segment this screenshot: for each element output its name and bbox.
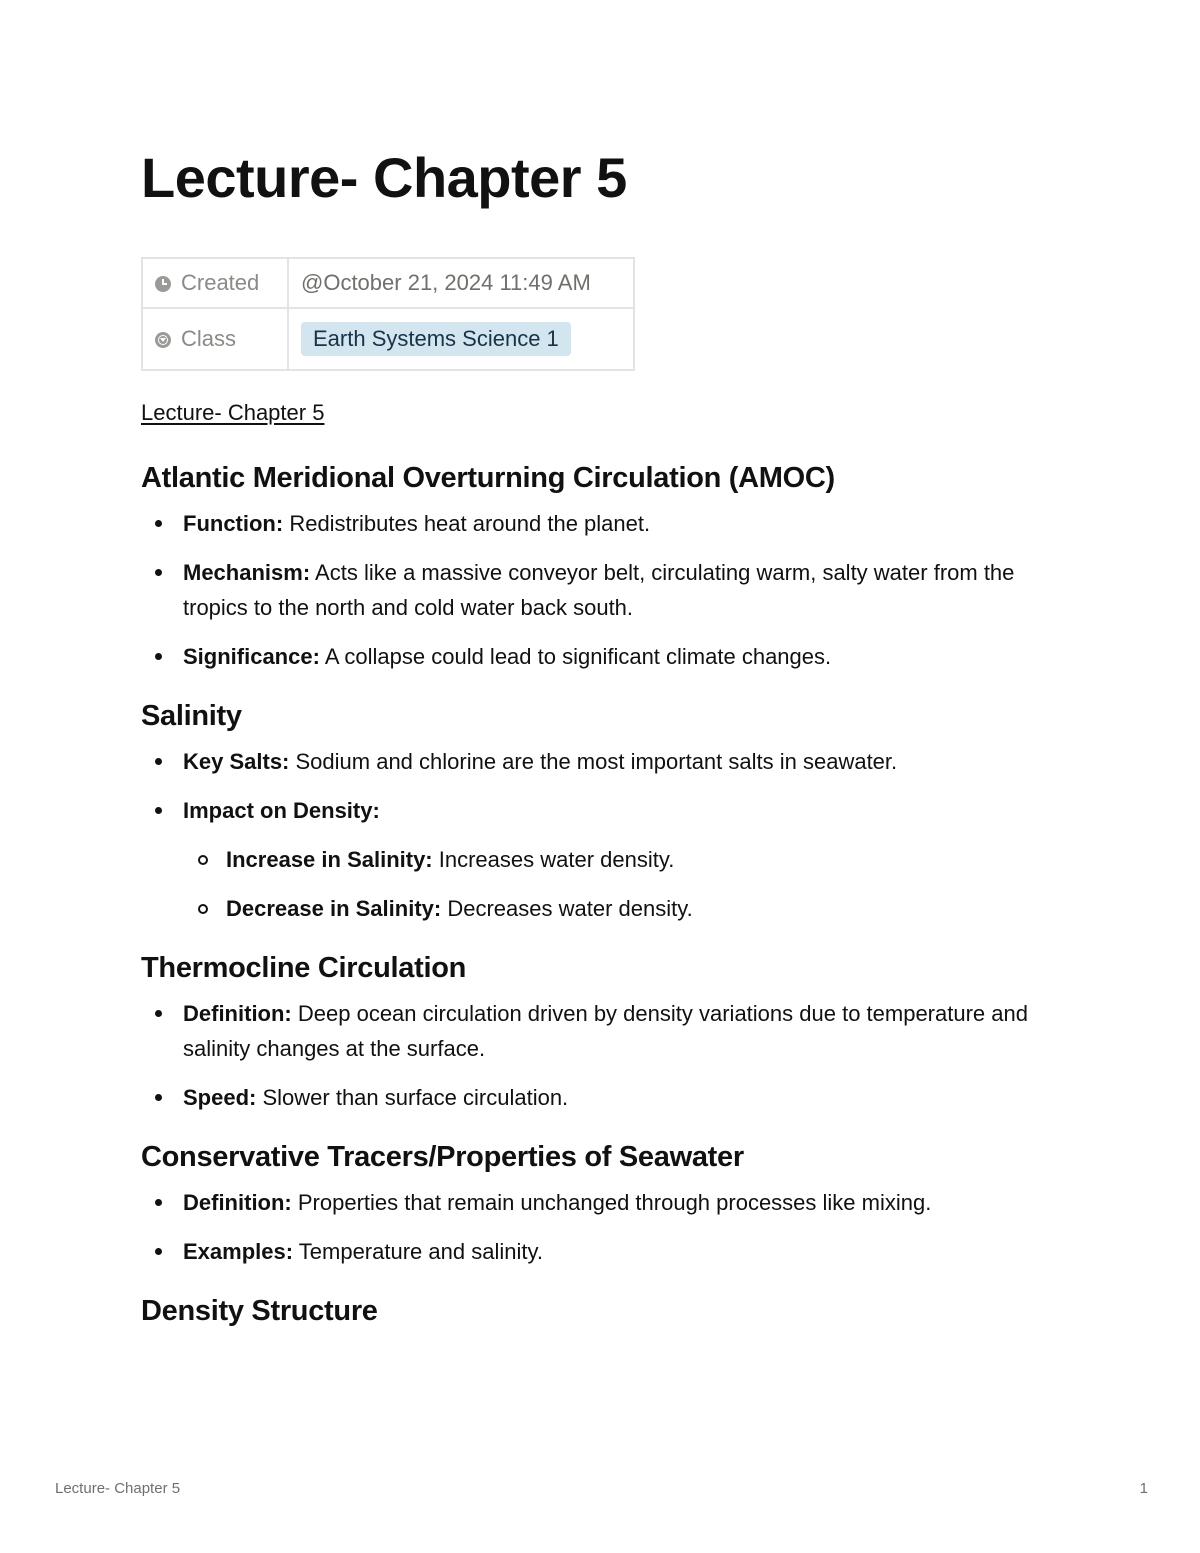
- thermocline-list: [141, 996, 1061, 1115]
- list-item-term: Examples:: [183, 1239, 294, 1264]
- list-item-text: Acts like a massive conveyor belt, circulating warm, salty water from the tropics to the north and cold water back south.: [183, 560, 1015, 620]
- page-title: Lecture- Chapter 5: [141, 146, 627, 209]
- list-item: [183, 996, 1061, 1066]
- list-item-term: Significance:: [183, 644, 320, 669]
- section-heading-density: Density Structure: [141, 1295, 378, 1327]
- section-heading-salinity: Salinity: [141, 700, 242, 732]
- list-item: [183, 506, 1061, 541]
- list-item-text: Temperature and salinity.: [293, 1239, 543, 1264]
- section-heading-thermocline: Thermocline Circulation: [141, 952, 467, 984]
- list-item-text: Sodium and chlorine are the most important salts in seawater.: [289, 749, 898, 774]
- list-item: [183, 793, 1061, 926]
- list-item-term: Mechanism:: [183, 560, 311, 585]
- list-item-text: Decreases water density.: [441, 896, 693, 921]
- select-icon: [155, 332, 171, 348]
- list-subitem: [226, 891, 1061, 926]
- list-item-text: Redistributes heat around the planet.: [283, 511, 651, 536]
- list-item: [183, 1080, 1061, 1115]
- list-item: [183, 639, 1061, 674]
- class-tag[interactable]: Earth Systems Science 1: [301, 322, 571, 356]
- property-label-class: Class: [181, 326, 237, 351]
- property-row-created: [142, 258, 634, 308]
- property-row-class: [142, 308, 634, 370]
- list-item-term: Definition:: [183, 1190, 292, 1215]
- list-item: [183, 555, 1061, 625]
- list-item-term: Speed:: [183, 1085, 257, 1110]
- salinity-list: [141, 744, 1061, 926]
- list-item-text: Properties that remain unchanged through processes like mixing.: [291, 1190, 932, 1215]
- property-label-created: Created: [181, 270, 260, 295]
- footer-doc-name: Lecture- Chapter 5: [55, 1480, 181, 1497]
- list-item-term: Definition:: [183, 1001, 292, 1026]
- list-item-text: A collapse could lead to significant climate changes.: [319, 644, 832, 669]
- list-item: [183, 1185, 1061, 1220]
- property-value-class[interactable]: [288, 308, 634, 370]
- list-item-term: Decrease in Salinity:: [226, 896, 442, 921]
- footer-page-number: 1: [1139, 1480, 1148, 1497]
- property-name-created: [142, 258, 288, 308]
- list-item: [183, 1234, 1061, 1269]
- list-item-term: Function:: [183, 511, 284, 536]
- salinity-sublist: [183, 842, 1061, 926]
- property-name-class: [142, 308, 288, 370]
- properties-table: [141, 257, 635, 371]
- list-item-text: Increases water density.: [432, 847, 675, 872]
- list-item: [183, 744, 1061, 779]
- clock-icon: [155, 276, 171, 292]
- list-item-term: Impact on Density:: [183, 798, 380, 823]
- section-heading-tracers: Conservative Tracers/Properties of Seawater: [141, 1141, 744, 1173]
- property-value-created[interactable]: @October 21, 2024 11:49 AM: [288, 258, 634, 308]
- amoc-list: [141, 506, 1061, 674]
- page-link[interactable]: Lecture- Chapter 5: [141, 400, 325, 425]
- list-item-text: Deep ocean circulation driven by density variations due to temperature and salinity changes at the surface.: [183, 1001, 1028, 1061]
- list-item-term: Increase in Salinity:: [226, 847, 433, 872]
- list-item-text: Slower than surface circulation.: [256, 1085, 569, 1110]
- section-heading-amoc: Atlantic Meridional Overturning Circulation (AMOC): [141, 462, 835, 494]
- list-subitem: [226, 842, 1061, 877]
- tracers-list: [141, 1185, 1061, 1269]
- document-body: [141, 450, 1061, 1339]
- list-item-term: Key Salts:: [183, 749, 290, 774]
